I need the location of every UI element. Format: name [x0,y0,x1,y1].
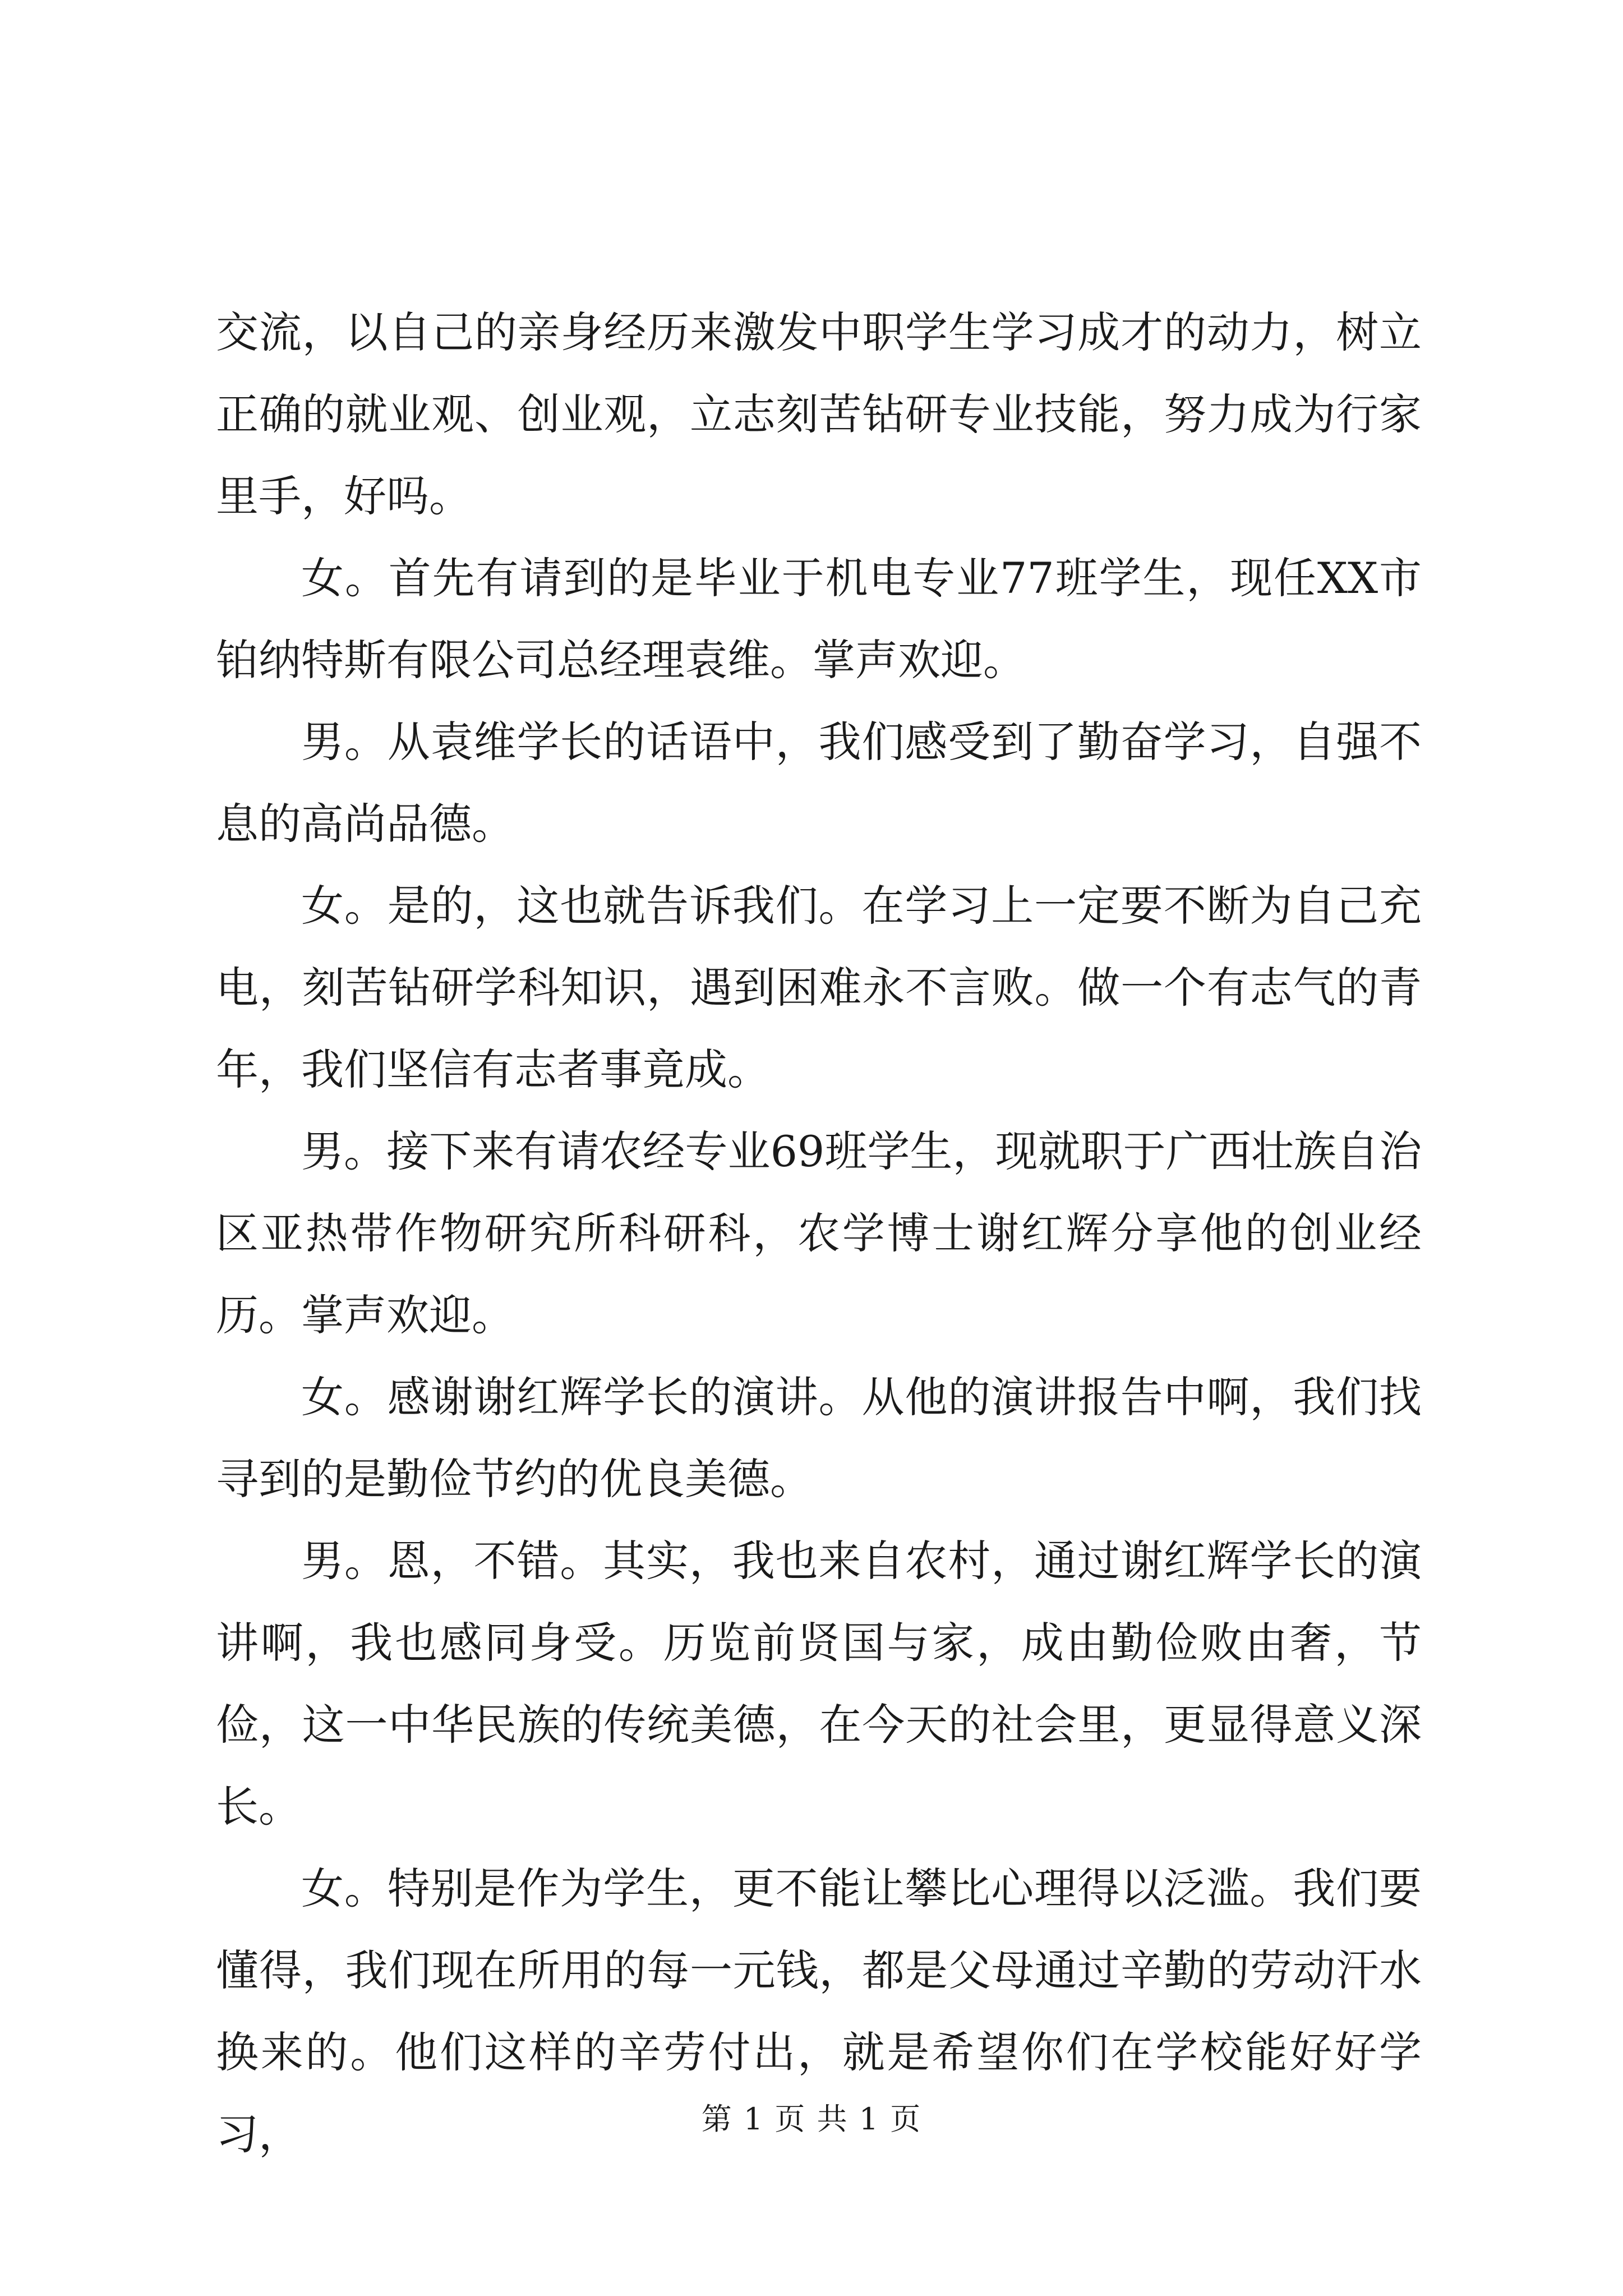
paragraph: 女。特别是作为学生，更不能让攀比心理得以泛滥。我们要懂得，我们现在所用的每一元钱，都是父母通过辛勤的劳动汗水换来的。他们这样的辛劳付出，就是希望你们在学校能好好学习， [216,1864,1422,2159]
paragraph: 男。恩，不错。其实，我也来自农村，通过谢红辉学长的演讲啊，我也感同身受。历览前贤国与家，成由勤俭败由奢，节俭，这一中华民族的传统美德，在今天的社会里，更显得意义深长。 [216,1536,1422,1832]
page-footer: 第 1 页 共 1 页 [701,2101,922,2137]
paragraph: 男。从袁维学长的话语中，我们感受到了勤奋学习，自强不息的高尚品德。 [216,717,1422,849]
document-body [216,292,1422,2175]
paragraph: 交流，以自己的亲身经历来激发中职学生学习成才的动力，树立正确的就业观、创业观，立志刻苦钻研专业技能，努力成为行家里手，好吗。 [216,307,1422,521]
paragraph: 男。接下来有请农经专业69班学生，现就职于广西壮族自治区亚热带作物研究所科研科，农学博士谢红辉分享他的创业经历。掌声欢迎。 [216,1126,1422,1340]
paragraph: 女。感谢谢红辉学长的演讲。从他的演讲报告中啊，我们找寻到的是勤俭节约的优良美德。 [216,1372,1422,1504]
paragraph: 女。首先有请到的是毕业于机电专业77班学生，现任XX市铂纳特斯有限公司总经理袁维。掌声欢迎。 [216,553,1422,685]
paragraph: 女。是的，这也就告诉我们。在学习上一定要不断为自己充电，刻苦钻研学科知识，遇到困难永不言败。做一个有志气的青年，我们坚信有志者事竟成。 [216,881,1422,1094]
